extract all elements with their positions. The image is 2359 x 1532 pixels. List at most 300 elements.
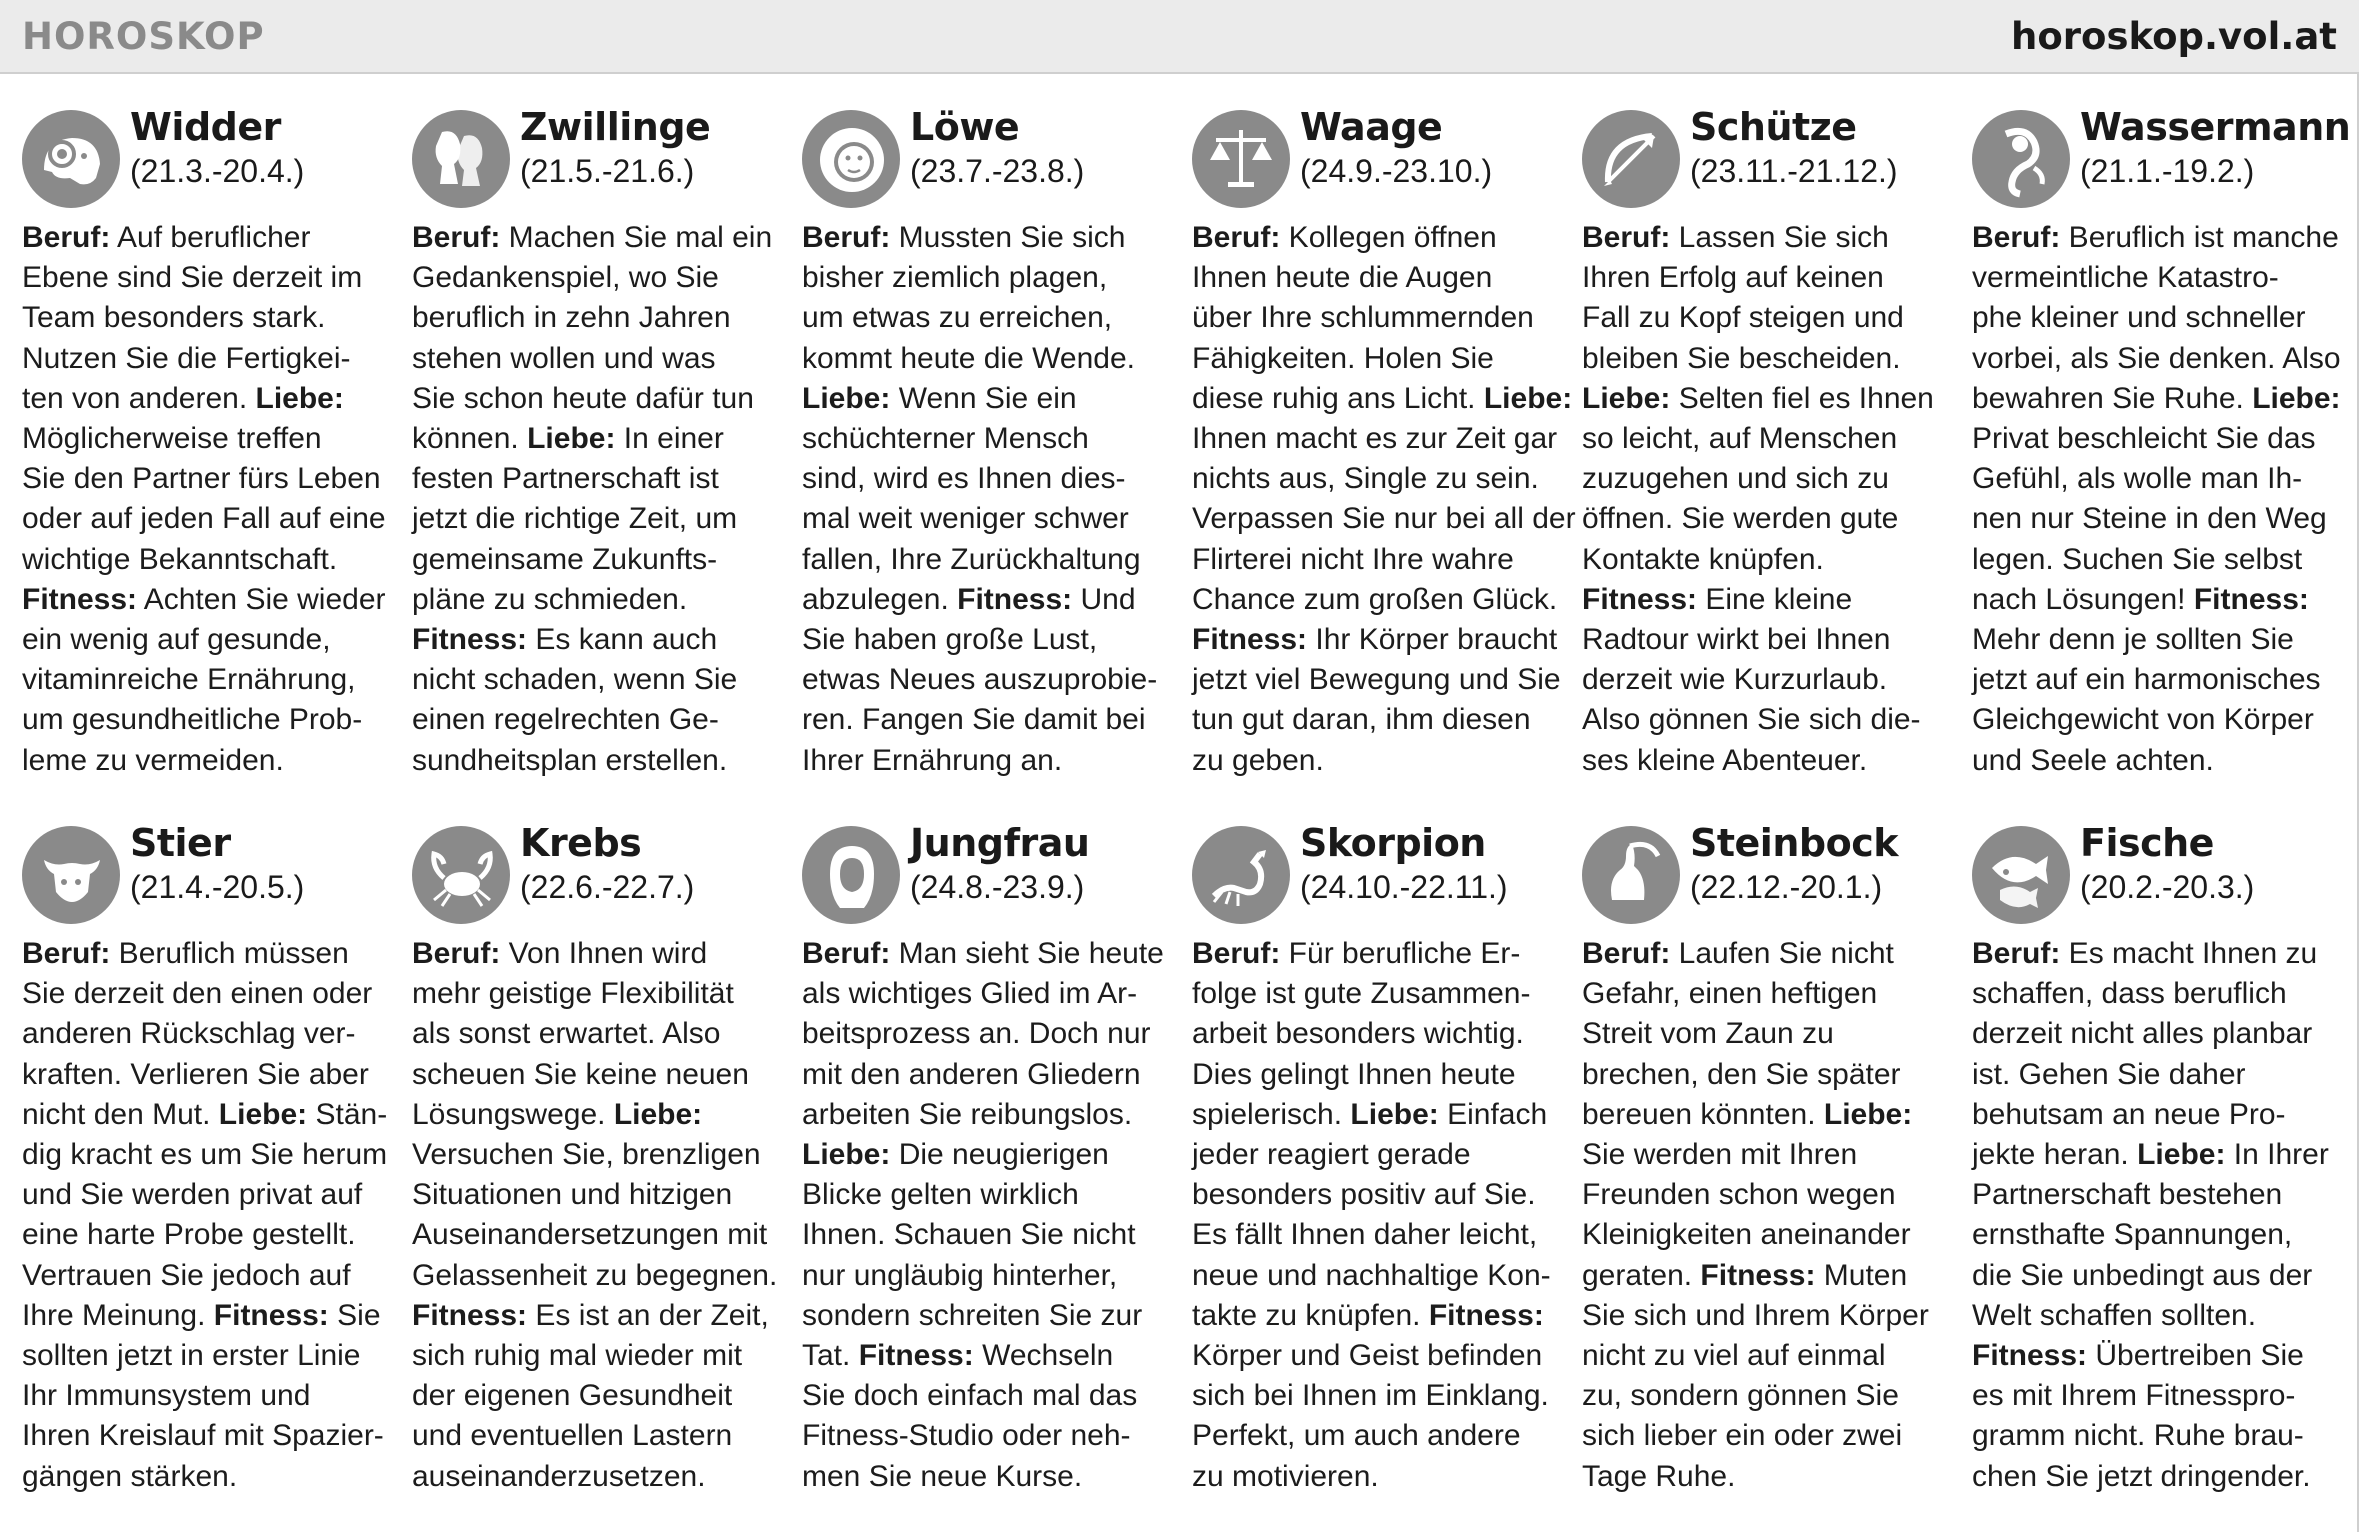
forecast-text (1582, 934, 1952, 1497)
text-line (412, 660, 782, 700)
forecast-text (1192, 934, 1562, 1497)
forecast-segment: phe kleiner und schneller (1972, 301, 2306, 335)
forecast-segment: Privat beschleicht Sie das (1972, 422, 2316, 456)
text-line (802, 1296, 1172, 1336)
forecast-segment: men Sie neue Kurse. (802, 1459, 1083, 1493)
text-line (1972, 339, 2342, 379)
sign-header (1192, 104, 1562, 208)
text-line (802, 934, 1172, 974)
text-line (1582, 339, 1952, 379)
sign-dates: (22.12.-20.1.) (1690, 869, 1883, 905)
forecast-segment: gängen stärken. (22, 1459, 238, 1493)
forecast-segment: Es kann auch (527, 623, 718, 657)
forecast-segment: nur ungläubig hinterher, (802, 1258, 1118, 1292)
forecast-segment: jetzt die richtige Zeit, um (412, 502, 738, 536)
text-line (1192, 419, 1562, 459)
forecast-segment: Radtour wirkt bei Ihnen (1582, 623, 1891, 657)
forecast-segment: Wenn Sie ein (890, 381, 1077, 415)
forecast-segment: neue und nachhaltige Kon- (1192, 1258, 1551, 1292)
text-line (802, 258, 1172, 298)
ibex-icon (1582, 826, 1680, 924)
section-label: Beruf: (1192, 221, 1281, 254)
text-line (1972, 499, 2342, 539)
text-line (22, 1095, 392, 1135)
text-line (1972, 660, 2342, 700)
text-line (1582, 1256, 1952, 1296)
forecast-segment: um etwas zu erreichen, (802, 301, 1113, 335)
forecast-segment: Kleinigkeiten aneinander (1582, 1218, 1911, 1252)
page-header (0, 0, 2359, 72)
text-line (412, 258, 782, 298)
section-label: Fitness: (1972, 1339, 2088, 1373)
forecast-segment: Für berufliche Er- (1280, 937, 1521, 970)
forecast-text (1972, 934, 2342, 1497)
forecast-segment: es mit Ihrem Fitnesspro- (1972, 1379, 2296, 1413)
text-line (1582, 419, 1952, 459)
text-line (1192, 499, 1576, 539)
text-line (1582, 1014, 1952, 1054)
forecast-segment: zu geben. (1192, 743, 1324, 777)
text-line (1582, 1376, 1952, 1416)
section-label: Liebe: (1483, 381, 1573, 415)
forecast-segment: sondern schreiten Sie zur (802, 1298, 1143, 1332)
forecast-segment: Übertreiben Sie (2087, 1339, 2304, 1373)
text-line (1972, 540, 2342, 580)
forecast-segment: Chance zum großen Glück. (1192, 582, 1558, 616)
forecast-segment: Gelassenheit zu begegnen. (412, 1258, 778, 1292)
section-label: Beruf: (22, 221, 111, 254)
forecast-segment: Freunden schon wegen (1582, 1178, 1896, 1212)
text-line (1192, 1376, 1562, 1416)
forecast-segment: Mussten Sie sich (890, 221, 1126, 254)
forecast-segment: der eigenen Gesundheit (412, 1379, 733, 1413)
sign-card-stier (22, 820, 392, 1497)
lion-icon (802, 110, 900, 208)
text-line (1972, 1175, 2342, 1215)
forecast-segment: Sie derzeit den einen oder (22, 977, 373, 1011)
forecast-segment: Von Ihnen wird (500, 937, 708, 970)
text-line (412, 620, 782, 660)
text-line (1972, 1416, 2342, 1456)
text-line (1582, 974, 1952, 1014)
forecast-segment: Ihren Kreislauf mit Spazier- (22, 1419, 384, 1453)
forecast-segment: festen Partnerschaft ist (412, 462, 719, 496)
sign-name: Zwillinge (520, 105, 711, 149)
forecast-segment: In Ihrer (2225, 1138, 2329, 1172)
forecast-segment: Gedankenspiel, wo Sie (412, 261, 719, 295)
forecast-segment: Fähigkeiten. Holen Sie (1192, 341, 1494, 375)
section-title: HOROSKOP (22, 14, 265, 58)
text-line (412, 218, 782, 258)
forecast-segment: ses kleine Abenteuer. (1582, 743, 1868, 777)
text-line (802, 580, 1172, 620)
forecast-segment: Sie den Partner fürs Leben (22, 462, 381, 496)
forecast-segment: wichtige Bekanntschaft. (22, 542, 338, 576)
forecast-segment: besonders positiv auf Sie. (1192, 1178, 1536, 1212)
text-line (1192, 974, 1562, 1014)
section-label: Fitness: (412, 623, 528, 657)
text-line (1972, 1095, 2342, 1135)
section-label: Fitness: (2193, 582, 2309, 616)
text-line (802, 1095, 1172, 1135)
fish-icon (1972, 826, 2070, 924)
text-line (412, 1296, 782, 1336)
forecast-segment: Einfach (1438, 1097, 1548, 1131)
forecast-segment: behutsam an neue Pro- (1972, 1097, 2286, 1131)
text-line (1192, 1457, 1562, 1497)
forecast-segment: jetzt auf ein harmonisches (1972, 663, 2321, 697)
section-label: Fitness: (213, 1298, 329, 1332)
text-line (1582, 1416, 1952, 1456)
forecast-segment: Selten fiel es Ihnen (1670, 381, 1934, 415)
forecast-segment: schüchterner Mensch (802, 422, 1089, 456)
text-line (1582, 741, 1952, 781)
forecast-segment: Fitness-Studio oder neh- (802, 1419, 1131, 1453)
forecast-segment: so leicht, auf Menschen (1582, 422, 1898, 456)
section-label: Liebe: (1823, 1097, 1913, 1131)
forecast-segment: Laufen Sie nicht (1670, 937, 1894, 970)
forecast-segment: anderen Rückschlag ver- (22, 1017, 356, 1051)
forecast-segment: Es fällt Ihnen daher leicht, (1192, 1218, 1538, 1252)
forecast-segment: als sonst erwartet. Also (412, 1017, 721, 1051)
sign-card-waage (1192, 104, 1576, 781)
section-label: Beruf: (1582, 937, 1671, 970)
forecast-segment: Blicke gelten wirklich (802, 1178, 1079, 1212)
forecast-segment: Also gönnen Sie sich die- (1582, 703, 1921, 737)
forecast-segment: spielerisch. (1192, 1097, 1351, 1131)
sign-header (22, 820, 392, 924)
forecast-segment: Ihrer Ernährung an. (802, 743, 1063, 777)
section-label: Liebe: (802, 381, 891, 415)
text-line (22, 540, 392, 580)
forecast-segment: Möglicherweise treffen (22, 422, 322, 456)
forecast-segment: nach Lösungen! (1972, 582, 2194, 616)
text-line (412, 1376, 782, 1416)
text-line (1192, 1336, 1562, 1376)
scorpion-icon (1192, 826, 1290, 924)
text-line (412, 934, 782, 974)
forecast-text (22, 934, 392, 1497)
forecast-segment: ein wenig auf gesunde, (22, 623, 331, 657)
forecast-segment: Muten (1815, 1258, 1908, 1292)
forecast-segment: derzeit wie Kurzurlaub. (1582, 663, 1888, 697)
forecast-segment: bleiben Sie bescheiden. (1582, 341, 1901, 375)
forecast-segment: Streit vom Zaun zu (1582, 1017, 1834, 1051)
forecast-segment: sich ruhig mal wieder mit (412, 1339, 743, 1373)
section-label: Fitness: (1582, 582, 1698, 616)
forecast-segment: und Seele achten. (1972, 743, 2214, 777)
forecast-segment: mehr geistige Flexibilität (412, 977, 734, 1011)
text-line (1972, 1014, 2342, 1054)
forecast-segment: auseinanderzusetzen. (412, 1459, 706, 1493)
sign-card-zwillinge (412, 104, 782, 781)
text-line (412, 700, 782, 740)
section-label: Beruf: (1192, 937, 1281, 970)
text-line (1582, 379, 1952, 419)
forecast-segment: In einer (615, 422, 724, 456)
text-line (1192, 1256, 1562, 1296)
text-line (1582, 1336, 1952, 1376)
sign-header (802, 820, 1172, 924)
sign-dates: (23.7.-23.8.) (910, 153, 1085, 189)
forecast-segment: Mehr denn je sollten Sie (1972, 623, 2294, 657)
section-label: Fitness: (1428, 1298, 1544, 1332)
text-line (1972, 1055, 2342, 1095)
forecast-segment: Kollegen öffnen (1280, 221, 1497, 254)
forecast-segment: Auseinandersetzungen mit (412, 1218, 768, 1252)
forecast-text (412, 218, 782, 781)
forecast-segment: Ihnen heute die Augen (1192, 261, 1493, 295)
forecast-segment: Ihnen. Schauen Sie nicht (802, 1218, 1136, 1252)
forecast-segment: Versuchen Sie, brenzligen (412, 1138, 761, 1172)
sign-dates: (21.5.-21.6.) (520, 153, 695, 189)
bull-icon (22, 826, 120, 924)
forecast-segment: stehen wollen und was (412, 341, 716, 375)
forecast-segment: diese ruhig ans Licht. (1192, 381, 1484, 415)
forecast-segment: gemeinsame Zukunfts- (412, 542, 718, 576)
section-label: Liebe: (2252, 381, 2341, 415)
forecast-segment: Vertrauen Sie jedoch auf (22, 1258, 351, 1292)
forecast-segment: und Sie werden privat auf (22, 1178, 363, 1212)
text-line (1972, 1256, 2342, 1296)
section-label: Beruf: (802, 221, 891, 254)
forecast-segment: folge ist gute Zusammen- (1192, 977, 1531, 1011)
forecast-segment: Verpassen Sie nur bei all der (1192, 502, 1576, 536)
text-line (802, 218, 1172, 258)
sign-name: Wassermann (2080, 105, 2351, 149)
section-label: Fitness: (412, 1298, 528, 1332)
text-line (22, 1457, 392, 1497)
forecast-segment: Körper und Geist befinden (1192, 1339, 1543, 1373)
section-label: Liebe: (218, 1097, 308, 1131)
forecast-text (412, 934, 782, 1497)
forecast-segment: Sie sich und Ihrem Körper (1582, 1298, 1929, 1332)
sign-card-krebs (412, 820, 782, 1497)
forecast-segment: Partnerschaft bestehen (1972, 1178, 2283, 1212)
forecast-segment: Ihr Immunsystem und (22, 1379, 311, 1413)
archer-icon (1582, 110, 1680, 208)
forecast-segment: die Sie unbedingt aus der (1972, 1258, 2313, 1292)
forecast-segment: Auf beruflicher (110, 221, 311, 254)
text-line (22, 1416, 392, 1456)
section-label: Beruf: (1582, 221, 1671, 254)
text-line (802, 1175, 1172, 1215)
forecast-text (22, 218, 392, 781)
forecast-segment: Ihre Meinung. (22, 1298, 214, 1332)
sign-header (1192, 820, 1562, 924)
forecast-segment: Nutzen Sie die Fertigkei- (22, 341, 351, 375)
forecast-segment: Machen Sie mal ein (500, 221, 773, 254)
text-line (1192, 580, 1562, 620)
text-line (412, 1336, 782, 1376)
text-line (412, 1416, 782, 1456)
text-line (412, 1457, 782, 1497)
text-line (1972, 1296, 2342, 1336)
forecast-segment: oder auf jeden Fall auf eine (22, 502, 386, 536)
text-line (1582, 700, 1952, 740)
text-line (802, 1055, 1172, 1095)
text-line (1582, 934, 1952, 974)
sign-dates: (24.10.-22.11.) (1300, 869, 1508, 905)
text-line (1972, 379, 2342, 419)
section-label: Liebe: (255, 381, 344, 415)
sign-card-löwe (802, 104, 1172, 781)
forecast-segment: Sie haben große Lust, (802, 623, 1098, 657)
text-line (412, 459, 782, 499)
text-line (22, 1014, 392, 1054)
forecast-text (1972, 218, 2342, 781)
sign-dates: (21.3.-20.4.) (130, 153, 305, 189)
forecast-segment: ren. Fangen Sie damit bei (802, 703, 1146, 737)
forecast-segment: Gefühl, als wolle man Ih- (1972, 462, 2303, 496)
text-line (1582, 580, 1952, 620)
text-line (1192, 1055, 1562, 1095)
text-line (1192, 540, 1562, 580)
forecast-segment: Flirterei nicht Ihre wahre (1192, 542, 1514, 576)
crab-icon (412, 826, 510, 924)
text-line (22, 1296, 392, 1336)
text-line (1192, 1416, 1562, 1456)
forecast-segment: sollten jetzt in erster Linie (22, 1339, 361, 1373)
text-line (1192, 934, 1562, 974)
sign-header (1972, 104, 2351, 208)
text-line (1192, 620, 1562, 660)
forecast-segment: beruflich in zehn Jahren (412, 301, 731, 335)
text-line (22, 660, 392, 700)
forecast-segment: kommt heute die Wende. (802, 341, 1135, 375)
forecast-segment: vorbei, als Sie denken. Also (1972, 341, 2341, 375)
forecast-segment: ist. Gehen Sie daher (1972, 1057, 2246, 1091)
forecast-segment: Gleichgewicht von Körper (1972, 703, 2314, 737)
sign-dates: (23.11.-21.12.) (1690, 153, 1898, 189)
forecast-segment: nichts aus, Single zu sein. (1192, 462, 1539, 496)
text-line (1582, 540, 1952, 580)
forecast-segment: um gesundheitliche Prob- (22, 703, 363, 737)
forecast-segment: arbeit besonders wichtig. (1192, 1017, 1524, 1051)
text-line (1582, 1095, 1952, 1135)
sign-dates: (20.2.-20.3.) (2080, 869, 2255, 905)
sign-name: Waage (1300, 105, 1443, 149)
forecast-segment: öffnen. Sie werden gute (1582, 502, 1899, 536)
forecast-segment: legen. Suchen Sie selbst (1972, 542, 2303, 576)
forecast-segment: geraten. (1582, 1258, 1701, 1292)
text-line (1972, 700, 2342, 740)
section-label: Fitness: (957, 582, 1073, 616)
sign-name: Schütze (1690, 105, 1857, 149)
forecast-segment: Tage Ruhe. (1582, 1459, 1736, 1493)
text-line (22, 1055, 392, 1095)
text-line (1192, 1095, 1562, 1135)
text-line (1972, 1336, 2342, 1376)
sign-dates: (22.6.-22.7.) (520, 869, 695, 905)
forecast-segment: nicht schaden, wenn Sie (412, 663, 738, 697)
forecast-segment: Lassen Sie sich (1670, 221, 1889, 254)
text-line (1972, 1457, 2342, 1497)
text-line (1582, 660, 1952, 700)
forecast-segment: Wechseln (973, 1339, 1114, 1373)
text-line (412, 580, 782, 620)
text-line (22, 1376, 392, 1416)
section-label: Fitness: (22, 582, 138, 616)
forecast-segment: Sie schon heute dafür tun (412, 381, 754, 415)
forecast-segment: scheuen Sie keine neuen (412, 1057, 749, 1091)
sign-card-wassermann (1972, 104, 2351, 781)
forecast-segment: sich bei Ihnen im Einklang. (1192, 1379, 1549, 1413)
text-line (802, 419, 1172, 459)
text-line (802, 459, 1172, 499)
forecast-segment: Eine kleine (1697, 582, 1853, 616)
text-line (22, 974, 392, 1014)
forecast-segment: und eventuellen Lastern (412, 1419, 733, 1453)
text-line (802, 499, 1172, 539)
text-line (22, 620, 392, 660)
section-label: Beruf: (802, 937, 891, 970)
source-url[interactable]: horoskop.vol.at (2011, 14, 2337, 58)
text-line (22, 419, 392, 459)
text-line (22, 741, 392, 781)
text-line (412, 1215, 782, 1255)
forecast-segment: Kontakte knüpfen. (1582, 542, 1824, 576)
text-line (1972, 459, 2342, 499)
text-line (1582, 499, 1952, 539)
forecast-segment: Beruflich müssen (110, 937, 349, 970)
text-line (1972, 934, 2342, 974)
header-divider (0, 72, 2359, 74)
sign-name: Stier (130, 821, 231, 865)
sign-header (802, 104, 1172, 208)
section-label: Beruf: (1972, 221, 2061, 254)
text-line (1582, 620, 1952, 660)
forecast-text (1582, 218, 1952, 781)
text-line (412, 974, 782, 1014)
forecast-segment: Gefahr, einen heftigen (1582, 977, 1878, 1011)
sign-header (1582, 820, 1952, 924)
text-line (1192, 700, 1562, 740)
forecast-segment: mit den anderen Gliedern (802, 1057, 1141, 1091)
text-line (1972, 580, 2342, 620)
text-line (802, 1135, 1172, 1175)
text-line (1582, 298, 1952, 338)
sign-name: Steinbock (1690, 821, 1898, 865)
forecast-segment: zuzugehen und sich zu (1582, 462, 1889, 496)
text-line (412, 339, 782, 379)
forecast-segment: dig kracht es um Sie herum (22, 1138, 388, 1172)
text-line (1192, 379, 1573, 419)
forecast-segment: abzulegen. (802, 582, 958, 616)
forecast-segment: beitsprozess an. Doch nur (802, 1017, 1151, 1051)
text-line (1582, 1296, 1952, 1336)
text-line (1192, 459, 1562, 499)
forecast-segment: nicht den Mut. (22, 1097, 219, 1131)
section-label: Liebe: (1350, 1097, 1439, 1131)
text-line (802, 298, 1172, 338)
text-line (802, 1416, 1172, 1456)
ram-icon (22, 110, 120, 208)
forecast-segment: Die neugierigen (890, 1138, 1109, 1172)
text-line (802, 1457, 1172, 1497)
text-line (802, 1256, 1172, 1296)
text-line (802, 1336, 1172, 1376)
forecast-segment: Perfekt, um auch andere (1192, 1419, 1521, 1453)
forecast-segment: Ihren Erfolg auf keinen (1582, 261, 1884, 295)
forecast-segment: Sie werden mit Ihren (1582, 1138, 1858, 1172)
forecast-segment: jeder reagiert gerade (1192, 1138, 1471, 1172)
sign-name: Widder (130, 105, 281, 149)
sign-card-fische (1972, 820, 2342, 1497)
text-line (802, 741, 1172, 781)
sign-dates: (21.4.-20.5.) (130, 869, 305, 905)
forecast-segment: Beruflich ist manche (2060, 221, 2339, 254)
